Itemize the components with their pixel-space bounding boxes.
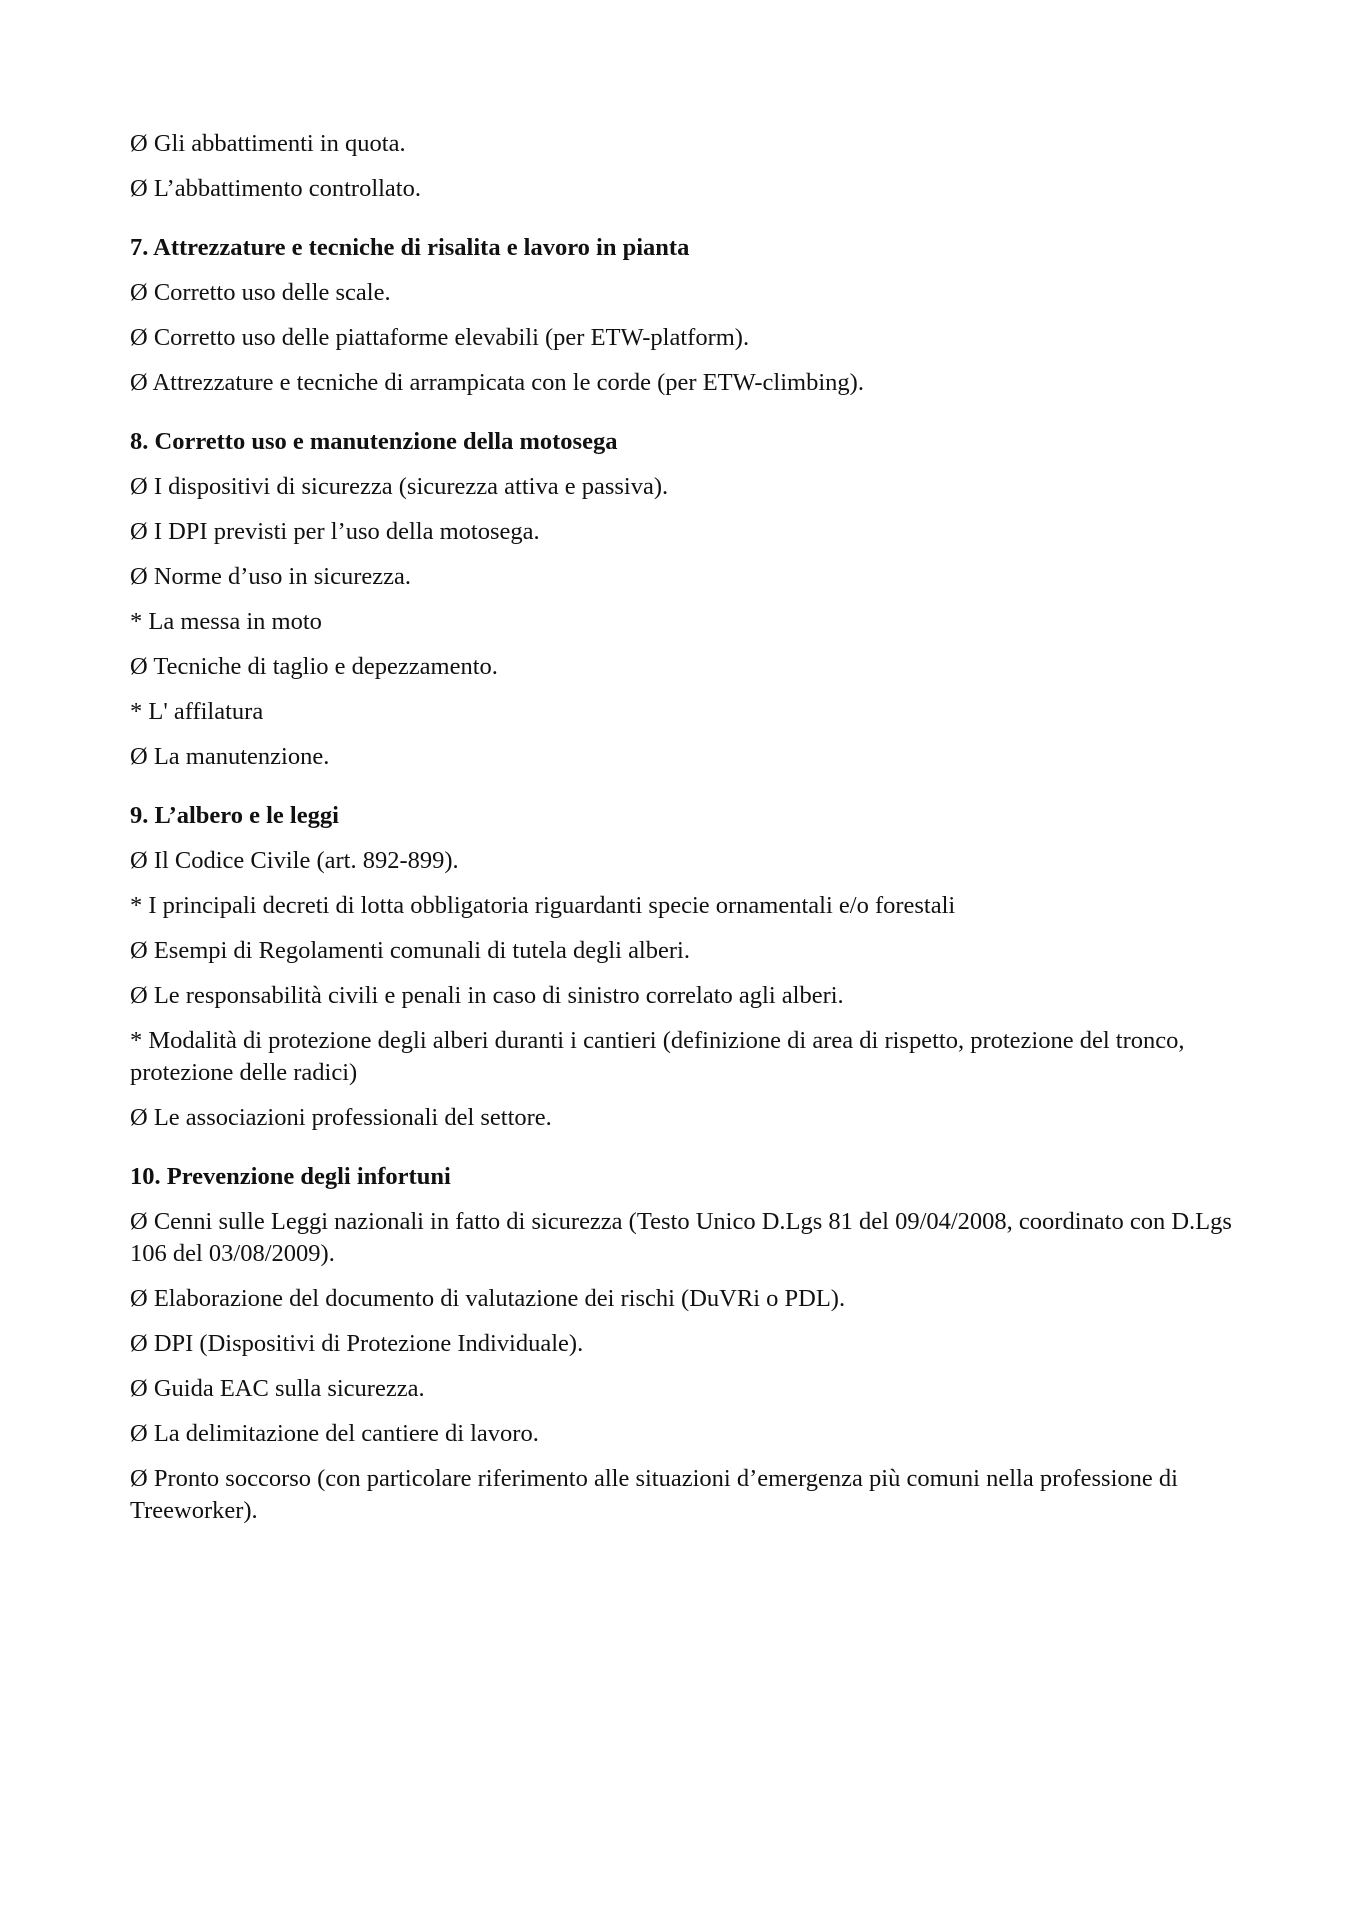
list-item: Ø Elaborazione del documento di valutazione dei rischi (DuVRi o PDL). <box>130 1285 846 1312</box>
section-heading: 10. Prevenzione degli infortuni <box>130 1163 451 1190</box>
section-10 <box>130 1161 1240 1527</box>
list-item: Ø Le responsabilità civili e penali in caso di sinistro correlato agli alberi. <box>130 982 844 1009</box>
list-item: Ø Le associazioni professionali del settore. <box>130 1104 552 1131</box>
section-heading: 8. Corretto uso e manutenzione della motosega <box>130 428 618 455</box>
list-item: Ø Il Codice Civile (art. 892-899). <box>130 847 459 874</box>
list-item: * La messa in moto <box>130 608 322 635</box>
list-item: Ø L’abbattimento controllato. <box>130 175 421 202</box>
document-page <box>130 128 1240 1540</box>
list-item: Ø Pronto soccorso (con particolare riferimento alle situazioni d’emergenza più comuni nella professione di Treeworker). <box>130 1465 1178 1524</box>
list-item: Ø Corretto uso delle piattaforme elevabili (per ETW-platform). <box>130 324 750 351</box>
list-item: Ø DPI (Dispositivi di Protezione Individuale). <box>130 1330 584 1357</box>
section-heading: 9. L’albero e le leggi <box>130 802 339 829</box>
section-7 <box>130 232 1240 399</box>
list-item: Ø La manutenzione. <box>130 743 330 770</box>
list-item: Ø Gli abbattimenti in quota. <box>130 130 406 157</box>
list-item: Ø Tecniche di taglio e depezzamento. <box>130 653 498 680</box>
list-item: * Modalità di protezione degli alberi duranti i cantieri (definizione di area di rispetto, protezione del tronco, protezione delle radici) <box>130 1027 1185 1086</box>
list-item: Ø Attrezzature e tecniche di arrampicata con le corde (per ETW-climbing). <box>130 369 864 396</box>
list-item: * L' affilatura <box>130 698 264 725</box>
list-item: Ø Corretto uso delle scale. <box>130 279 391 306</box>
list-item: Ø Esempi di Regolamenti comunali di tutela degli alberi. <box>130 937 690 964</box>
list-item: * I principali decreti di lotta obbligatoria riguardanti specie ornamentali e/o forestali <box>130 892 956 919</box>
list-item: Ø Guida EAC sulla sicurezza. <box>130 1375 425 1402</box>
list-item: Ø Norme d’uso in sicurezza. <box>130 563 411 590</box>
section-heading: 7. Attrezzature e tecniche di risalita e lavoro in pianta <box>130 234 690 261</box>
list-item: Ø La delimitazione del cantiere di lavoro. <box>130 1420 539 1447</box>
section-9 <box>130 800 1240 1134</box>
list-item: Ø I DPI previsti per l’uso della motosega. <box>130 518 540 545</box>
section-8 <box>130 426 1240 773</box>
list-item: Ø I dispositivi di sicurezza (sicurezza attiva e passiva). <box>130 473 669 500</box>
list-item: Ø Cenni sulle Leggi nazionali in fatto di sicurezza (Testo Unico D.Lgs 81 del 09/04/2008, coordinato con D.Lgs 106 del 03/08/2009). <box>130 1208 1232 1267</box>
